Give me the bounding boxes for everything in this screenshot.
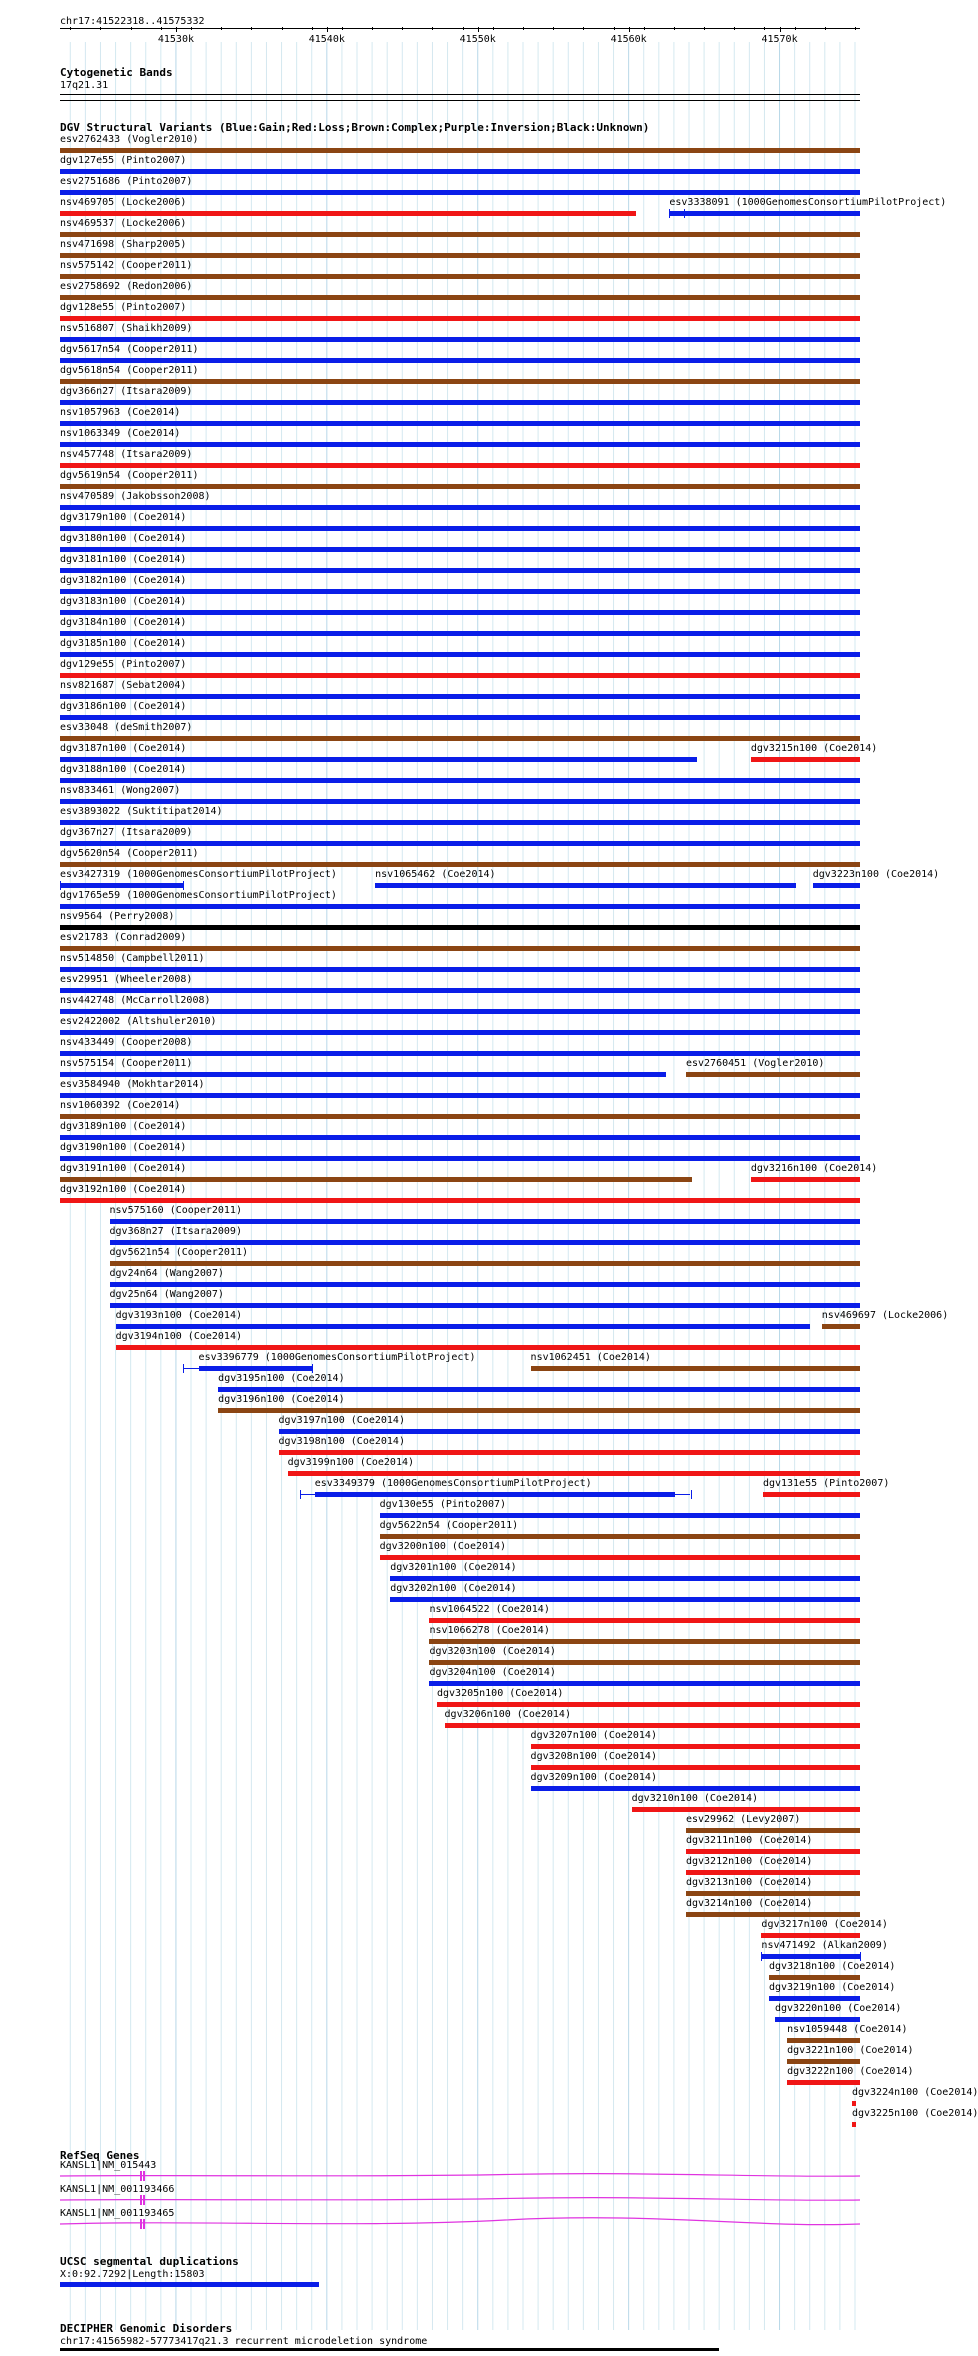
sv-bound-cap (300, 1490, 301, 1499)
sv-label[interactable]: dgv5621n54 (Cooper2011) (109, 1247, 248, 1258)
sv-bar[interactable] (60, 400, 860, 405)
sv-bar[interactable] (60, 169, 860, 174)
sv-bar[interactable] (110, 1282, 860, 1287)
sv-bar[interactable] (60, 589, 860, 594)
sv-bar[interactable] (445, 1723, 860, 1728)
sv-bar[interactable] (60, 631, 860, 636)
sv-label[interactable]: dgv3213n100 (Coe2014) (685, 1877, 813, 1888)
sv-label[interactable]: dgv3197n100 (Coe2014) (278, 1415, 405, 1426)
sv-bar[interactable] (531, 1765, 860, 1770)
sv-bar[interactable] (60, 1072, 666, 1077)
sv-bar[interactable] (110, 1303, 860, 1308)
ruler-line (60, 28, 860, 29)
sv-label[interactable]: dgv5617n54 (Cooper2011) (60, 344, 199, 355)
sv-label[interactable]: nsv9564 (Perry2008) (60, 911, 175, 922)
sv-whisker (183, 1368, 311, 1369)
refseq-gene-model[interactable] (55, 2193, 865, 2207)
sv-label[interactable]: nsv821687 (Sebat2004) (60, 680, 187, 691)
sv-label[interactable]: nsv833461 (Wong2007) (60, 785, 181, 796)
sv-label[interactable]: esv2422002 (Altshuler2010) (60, 1016, 217, 1027)
sv-bar[interactable] (279, 1450, 860, 1455)
sv-label[interactable]: esv3893022 (Suktitipat2014) (60, 806, 223, 817)
sv-label[interactable]: dgv3181n100 (Coe2014) (60, 554, 187, 565)
sv-label[interactable]: nsv1063349 (Coe2014) (60, 428, 181, 439)
ruler-tick (176, 27, 177, 32)
sv-label[interactable]: nsv471492 (Alkan2009) (761, 1940, 888, 1951)
sv-bar[interactable] (60, 358, 860, 363)
ruler-minor-tick (432, 27, 433, 30)
sv-bar[interactable] (60, 988, 860, 993)
dgv-title: DGV Structural Variants (Blue:Gain;Red:Loss;Brown:Complex;Purple:Inversion;Black:Unknown) (60, 121, 650, 134)
sv-bar[interactable] (60, 820, 860, 825)
sv-label[interactable]: dgv131e55 (Pinto2007) (762, 1478, 890, 1489)
sv-bar[interactable] (60, 1198, 860, 1203)
sv-bar[interactable] (751, 757, 860, 762)
cytoband-bar (60, 94, 860, 95)
sv-bar[interactable] (813, 883, 860, 888)
refseq-gene-model[interactable] (55, 2217, 865, 2231)
sv-bar[interactable] (769, 1996, 860, 2001)
ruler-minor-tick (342, 27, 343, 30)
sv-bar[interactable] (60, 484, 860, 489)
sv-label[interactable]: dgv3184n100 (Coe2014) (60, 617, 187, 628)
sv-label[interactable]: nsv514850 (Campbell2011) (60, 953, 205, 964)
sv-label[interactable]: nsv1066278 (Coe2014) (429, 1625, 550, 1636)
sv-bar[interactable] (787, 2038, 860, 2043)
refseq-exon (140, 2171, 142, 2181)
ruler-tick (780, 27, 781, 32)
ruler-minor-tick (493, 27, 494, 30)
sv-label[interactable]: nsv469697 (Locke2006) (821, 1310, 949, 1321)
sv-label[interactable]: dgv3192n100 (Coe2014) (60, 1184, 187, 1195)
sv-bar[interactable] (60, 253, 860, 258)
sv-bar[interactable] (60, 1177, 692, 1182)
sv-bound-cap (183, 1364, 184, 1373)
sv-bar[interactable] (429, 1618, 860, 1623)
sv-label[interactable]: dgv3195n100 (Coe2014) (218, 1373, 345, 1384)
sv-bar[interactable] (375, 883, 796, 888)
sv-bar[interactable] (769, 1975, 860, 1980)
sv-label[interactable]: dgv3223n100 (Coe2014) (812, 869, 940, 880)
sv-bar[interactable] (60, 652, 860, 657)
sv-bar[interactable] (110, 1219, 860, 1224)
sv-bar[interactable] (390, 1576, 860, 1581)
sv-bar[interactable] (822, 1324, 860, 1329)
ruler-minor-tick (583, 27, 584, 30)
sv-label[interactable]: dgv3217n100 (Coe2014) (761, 1919, 888, 1930)
sv-whisker (60, 885, 183, 886)
sv-label[interactable]: dgv3208n100 (Coe2014) (530, 1751, 657, 1762)
cytoband-title: Cytogenetic Bands (60, 66, 173, 79)
sv-label[interactable]: esv3349379 (1000GenomesConsortiumPilotProject) (314, 1478, 592, 1489)
sv-label[interactable]: dgv3220n100 (Coe2014) (775, 2003, 902, 2014)
sv-label[interactable]: dgv1765e59 (1000GenomesConsortiumPilotProject) (60, 890, 337, 901)
sv-bar[interactable] (60, 1030, 860, 1035)
sv-bar[interactable] (437, 1702, 860, 1707)
sv-label[interactable]: dgv3218n100 (Coe2014) (768, 1961, 896, 1972)
sv-label[interactable]: dgv3186n100 (Coe2014) (60, 701, 187, 712)
ruler-minor-tick (402, 27, 403, 30)
sv-bar[interactable] (380, 1534, 860, 1539)
ruler-minor-tick (674, 27, 675, 30)
sv-label[interactable]: dgv3205n100 (Coe2014) (436, 1688, 564, 1699)
sv-bar[interactable] (60, 715, 860, 720)
sv-label[interactable]: dgv366n27 (Itsara2009) (60, 386, 193, 397)
sv-label[interactable]: dgv3203n100 (Coe2014) (429, 1646, 556, 1657)
ruler-minor-tick (70, 27, 71, 30)
sv-label[interactable]: dgv3182n100 (Coe2014) (60, 575, 187, 586)
sv-bar[interactable] (686, 1849, 860, 1854)
ruler-minor-tick (251, 27, 252, 30)
sv-label[interactable]: dgv3224n100 (Coe2014) (851, 2087, 978, 2098)
ruler-minor-tick (463, 27, 464, 30)
refseq-gene-label[interactable]: KANSL1|NM_001193465 (60, 2208, 175, 2219)
sv-label[interactable]: dgv3198n100 (Coe2014) (278, 1436, 405, 1447)
sv-label[interactable]: nsv516807 (Shaikh2009) (60, 323, 193, 334)
sv-bar[interactable] (60, 694, 860, 699)
ruler-minor-tick (855, 27, 856, 30)
sv-bar[interactable] (60, 1051, 860, 1056)
sv-bar[interactable] (110, 1261, 860, 1266)
sv-label[interactable]: dgv3201n100 (Coe2014) (390, 1562, 517, 1573)
sv-label[interactable]: dgv368n27 (Itsara2009) (109, 1226, 242, 1237)
sv-bar[interactable] (60, 841, 860, 846)
sv-label[interactable]: dgv3212n100 (Coe2014) (685, 1856, 813, 1867)
sv-bar[interactable] (686, 1072, 860, 1077)
sv-label[interactable]: dgv3225n100 (Coe2014) (851, 2108, 978, 2119)
sv-label[interactable]: dgv3200n100 (Coe2014) (379, 1541, 507, 1552)
sv-label[interactable]: dgv3196n100 (Coe2014) (218, 1394, 345, 1405)
sv-label[interactable]: dgv3222n100 (Coe2014) (787, 2066, 914, 2077)
ruler-tick-label: 41570k (761, 34, 798, 45)
coordinate-range: chr17:41522318..41575332 (60, 16, 205, 27)
ruler-minor-tick (795, 27, 796, 30)
sv-label[interactable]: dgv129e55 (Pinto2007) (60, 659, 187, 670)
sv-label[interactable]: dgv25n64 (Wang2007) (109, 1289, 224, 1300)
sv-bar[interactable] (751, 1177, 860, 1182)
sv-label[interactable]: esv2760451 (Vogler2010) (685, 1058, 825, 1069)
sv-bar[interactable] (60, 421, 860, 426)
sv-bar[interactable] (531, 1786, 860, 1791)
sv-bound-cap (669, 209, 670, 218)
sv-label[interactable]: dgv3199n100 (Coe2014) (287, 1457, 415, 1468)
segdup-title: UCSC segmental duplications (60, 2255, 239, 2268)
sv-label[interactable]: dgv3193n100 (Coe2014) (115, 1310, 242, 1321)
refseq-exon (143, 2171, 145, 2181)
sv-label[interactable]: dgv5619n54 (Cooper2011) (60, 470, 199, 481)
sv-label[interactable]: dgv367n27 (Itsara2009) (60, 827, 193, 838)
refseq-exon (140, 2219, 142, 2229)
sv-label[interactable]: dgv130e55 (Pinto2007) (379, 1499, 507, 1510)
sv-label[interactable]: dgv3207n100 (Coe2014) (530, 1730, 657, 1741)
sv-bar[interactable] (116, 1324, 810, 1329)
ruler-minor-tick (553, 27, 554, 30)
sv-label[interactable]: dgv3185n100 (Coe2014) (60, 638, 187, 649)
sv-bound-cap (312, 1364, 313, 1373)
sv-bar[interactable] (60, 337, 860, 342)
ruler-minor-tick (372, 27, 373, 30)
sv-label[interactable]: dgv3206n100 (Coe2014) (444, 1709, 571, 1720)
refseq-gene-label[interactable]: KANSL1|NM_015443 (60, 2160, 157, 2171)
sv-bar[interactable] (60, 736, 860, 741)
ruler-minor-tick (734, 27, 735, 30)
sv-bar[interactable] (761, 1933, 860, 1938)
sv-label[interactable]: dgv3216n100 (Coe2014) (750, 1163, 878, 1174)
sv-label[interactable]: esv33048 (deSmith2007) (60, 722, 193, 733)
ruler-tick-label: 41530k (157, 34, 194, 45)
sv-label[interactable]: dgv5620n54 (Cooper2011) (60, 848, 199, 859)
sv-label[interactable]: esv29951 (Wheeler2008) (60, 974, 193, 985)
sv-label[interactable]: dgv3189n100 (Coe2014) (60, 1121, 187, 1132)
sv-bar[interactable] (380, 1513, 860, 1518)
sv-bound-cap (691, 1490, 692, 1499)
sv-label[interactable]: nsv1059448 (Coe2014) (787, 2024, 908, 2035)
sv-label[interactable]: nsv575154 (Cooper2011) (60, 1058, 193, 1069)
sv-label[interactable]: esv3396779 (1000GenomesConsortiumPilotProject) (198, 1352, 476, 1363)
ruler-tick-label: 41540k (308, 34, 345, 45)
sv-bar[interactable] (60, 1156, 860, 1161)
sv-bound-cap (761, 1952, 762, 1961)
decipher-label[interactable]: chr17:41565982-57773417q21.3 recurrent microdeletion syndrome (60, 2336, 428, 2347)
sv-label[interactable]: nsv442748 (McCarroll2008) (60, 995, 211, 1006)
sv-label[interactable]: dgv3194n100 (Coe2014) (115, 1331, 242, 1342)
sv-label[interactable]: nsv469705 (Locke2006) (60, 197, 187, 208)
sv-bar[interactable] (60, 316, 860, 321)
sv-bar[interactable] (531, 1744, 860, 1749)
sv-bar[interactable] (60, 274, 860, 279)
sv-bar[interactable] (218, 1387, 860, 1392)
sv-label[interactable]: dgv127e55 (Pinto2007) (60, 155, 187, 166)
sv-bar[interactable] (60, 925, 860, 930)
sv-label[interactable]: dgv3191n100 (Coe2014) (60, 1163, 187, 1174)
ruler-minor-tick (221, 27, 222, 30)
sv-bar[interactable] (60, 778, 860, 783)
ruler-tick-label: 41560k (610, 34, 647, 45)
sv-bar[interactable] (852, 2101, 856, 2106)
sv-label[interactable]: esv3584940 (Mokhtar2014) (60, 1079, 205, 1090)
sv-label[interactable]: dgv5618n54 (Cooper2011) (60, 365, 199, 376)
sv-label[interactable]: dgv3210n100 (Coe2014) (631, 1793, 759, 1804)
sv-label[interactable]: dgv3187n100 (Coe2014) (60, 743, 187, 754)
sv-bar[interactable] (429, 1660, 860, 1665)
ruler-tick-label: 41550k (459, 34, 496, 45)
sv-bar[interactable] (429, 1681, 860, 1686)
sv-bar[interactable] (787, 2059, 860, 2064)
sv-bar[interactable] (60, 1114, 860, 1119)
cytoband-bar-lower (60, 100, 860, 101)
sv-bar[interactable] (60, 904, 860, 909)
sv-label[interactable]: esv3427319 (1000GenomesConsortiumPilotProject) (60, 869, 337, 880)
ruler-minor-tick (312, 27, 313, 30)
sv-label[interactable]: nsv469537 (Locke2006) (60, 218, 187, 229)
sv-bar[interactable] (60, 1135, 860, 1140)
sv-bar[interactable] (60, 379, 860, 384)
sv-label[interactable]: nsv1057963 (Coe2014) (60, 407, 181, 418)
decipher-title: DECIPHER Genomic Disorders (60, 2322, 233, 2335)
sv-bar[interactable] (669, 211, 860, 216)
sv-bar[interactable] (218, 1408, 860, 1413)
sv-bar[interactable] (686, 1870, 860, 1875)
sv-bar[interactable] (110, 1240, 860, 1245)
sv-bar[interactable] (60, 1009, 860, 1014)
ruler-minor-tick (614, 27, 615, 30)
refseq-exon (140, 2195, 142, 2205)
sv-label[interactable]: esv21783 (Conrad2009) (60, 932, 187, 943)
sv-label[interactable]: dgv3188n100 (Coe2014) (60, 764, 187, 775)
sv-bar[interactable] (775, 2017, 860, 2022)
sv-bar[interactable] (852, 2122, 856, 2127)
sv-label[interactable]: dgv5622n54 (Cooper2011) (379, 1520, 519, 1531)
sv-label[interactable]: nsv575160 (Cooper2011) (109, 1205, 242, 1216)
sv-bar[interactable] (60, 505, 860, 510)
sv-label[interactable]: esv3338091 (1000GenomesConsortiumPilotProject) (669, 197, 947, 208)
sv-bar[interactable] (60, 547, 860, 552)
cytoband-label: 17q21.31 (60, 80, 109, 91)
sv-bar[interactable] (60, 1093, 860, 1098)
sv-label[interactable]: nsv471698 (Sharp2005) (60, 239, 187, 250)
sv-label[interactable]: dgv3211n100 (Coe2014) (685, 1835, 813, 1846)
sv-label[interactable]: nsv457748 (Itsara2009) (60, 449, 193, 460)
sv-bar[interactable] (60, 568, 860, 573)
sv-bar[interactable] (116, 1345, 860, 1350)
sv-label[interactable]: dgv3202n100 (Coe2014) (390, 1583, 517, 1594)
ruler-minor-tick (282, 27, 283, 30)
ruler-tick (478, 27, 479, 32)
refseq-title: RefSeq Genes (60, 2149, 140, 2162)
sv-bar[interactable] (632, 1807, 860, 1812)
sv-bar[interactable] (787, 2080, 860, 2085)
ruler-minor-tick (764, 27, 765, 30)
sv-label[interactable]: dgv3219n100 (Coe2014) (768, 1982, 896, 1993)
sv-label[interactable]: dgv3180n100 (Coe2014) (60, 533, 187, 544)
refseq-gene-model[interactable] (55, 2169, 865, 2183)
sv-label[interactable]: nsv433449 (Cooper2008) (60, 1037, 193, 1048)
sv-label[interactable]: nsv1064522 (Coe2014) (429, 1604, 550, 1615)
sv-label[interactable]: dgv3179n100 (Coe2014) (60, 512, 187, 523)
sv-label[interactable]: dgv3215n100 (Coe2014) (750, 743, 878, 754)
sv-label[interactable]: dgv3190n100 (Coe2014) (60, 1142, 187, 1153)
sv-label[interactable]: dgv3214n100 (Coe2014) (685, 1898, 813, 1909)
sv-bar[interactable] (60, 862, 860, 867)
sv-bar[interactable] (288, 1471, 860, 1476)
sv-label[interactable]: esv2758692 (Redon2006) (60, 281, 193, 292)
ruler-minor-tick (100, 27, 101, 30)
sv-bar[interactable] (60, 232, 860, 237)
sv-whisker (669, 213, 684, 214)
sv-label[interactable]: nsv1060392 (Coe2014) (60, 1100, 181, 1111)
sv-bar[interactable] (60, 967, 860, 972)
ruler-tick (327, 27, 328, 32)
sv-bound-cap (183, 881, 184, 890)
sv-label[interactable]: esv2762433 (Vogler2010) (60, 134, 199, 145)
refseq-exon (143, 2219, 145, 2229)
ruler-minor-tick (191, 27, 192, 30)
sv-label[interactable]: dgv3204n100 (Coe2014) (429, 1667, 556, 1678)
ruler-tick (629, 27, 630, 32)
sv-bar[interactable] (60, 148, 860, 153)
decipher-bar[interactable] (60, 2348, 719, 2351)
refseq-gene-label[interactable]: KANSL1|NM_001193466 (60, 2184, 175, 2195)
sv-label[interactable]: nsv1062451 (Coe2014) (530, 1352, 651, 1363)
sv-label[interactable]: nsv575142 (Cooper2011) (60, 260, 193, 271)
ruler-minor-tick (131, 27, 132, 30)
sv-bar[interactable] (390, 1597, 860, 1602)
sv-bound-cap (60, 881, 61, 890)
sv-bar[interactable] (60, 757, 697, 762)
ruler-minor-tick (704, 27, 705, 30)
sv-bar[interactable] (763, 1492, 860, 1497)
sv-label[interactable]: esv2751686 (Pinto2007) (60, 176, 193, 187)
sv-bar[interactable] (60, 463, 860, 468)
sv-bar[interactable] (380, 1555, 860, 1560)
sv-label[interactable]: dgv128e55 (Pinto2007) (60, 302, 187, 313)
sv-label[interactable]: esv29962 (Levy2007) (685, 1814, 801, 1825)
sv-bar[interactable] (60, 211, 636, 216)
ruler-minor-tick (161, 27, 162, 30)
segdup-bar[interactable] (60, 2282, 319, 2287)
sv-bar[interactable] (686, 1828, 860, 1833)
ruler-minor-tick (644, 27, 645, 30)
ruler-minor-tick (825, 27, 826, 30)
sv-label[interactable]: dgv3209n100 (Coe2014) (530, 1772, 657, 1783)
segdup-label[interactable]: X:0:92.7292|Length:15803 (60, 2269, 205, 2280)
sv-label[interactable]: dgv24n64 (Wang2007) (109, 1268, 224, 1279)
ruler-minor-tick (523, 27, 524, 30)
sv-bar[interactable] (60, 295, 860, 300)
refseq-exon (143, 2195, 145, 2205)
sv-bar[interactable] (60, 673, 860, 678)
sv-bar[interactable] (60, 610, 860, 615)
sv-bar[interactable] (279, 1429, 860, 1434)
sv-bar[interactable] (60, 442, 860, 447)
sv-label[interactable]: nsv470589 (Jakobsson2008) (60, 491, 211, 502)
sv-whisker (761, 1956, 860, 1957)
sv-bar[interactable] (60, 946, 860, 951)
sv-bar[interactable] (531, 1366, 860, 1371)
sv-bar[interactable] (686, 1891, 860, 1896)
sv-bound-cap (860, 1952, 861, 1961)
sv-bound-cap (684, 209, 685, 218)
sv-bar[interactable] (60, 799, 860, 804)
sv-whisker (300, 1494, 691, 1495)
sv-bar[interactable] (60, 526, 860, 531)
sv-label[interactable]: nsv1065462 (Coe2014) (375, 869, 496, 880)
sv-bar[interactable] (686, 1912, 860, 1917)
sv-bar[interactable] (60, 190, 860, 195)
sv-bar[interactable] (429, 1639, 860, 1644)
sv-label[interactable]: dgv3183n100 (Coe2014) (60, 596, 187, 607)
sv-label[interactable]: dgv3221n100 (Coe2014) (787, 2045, 914, 2056)
